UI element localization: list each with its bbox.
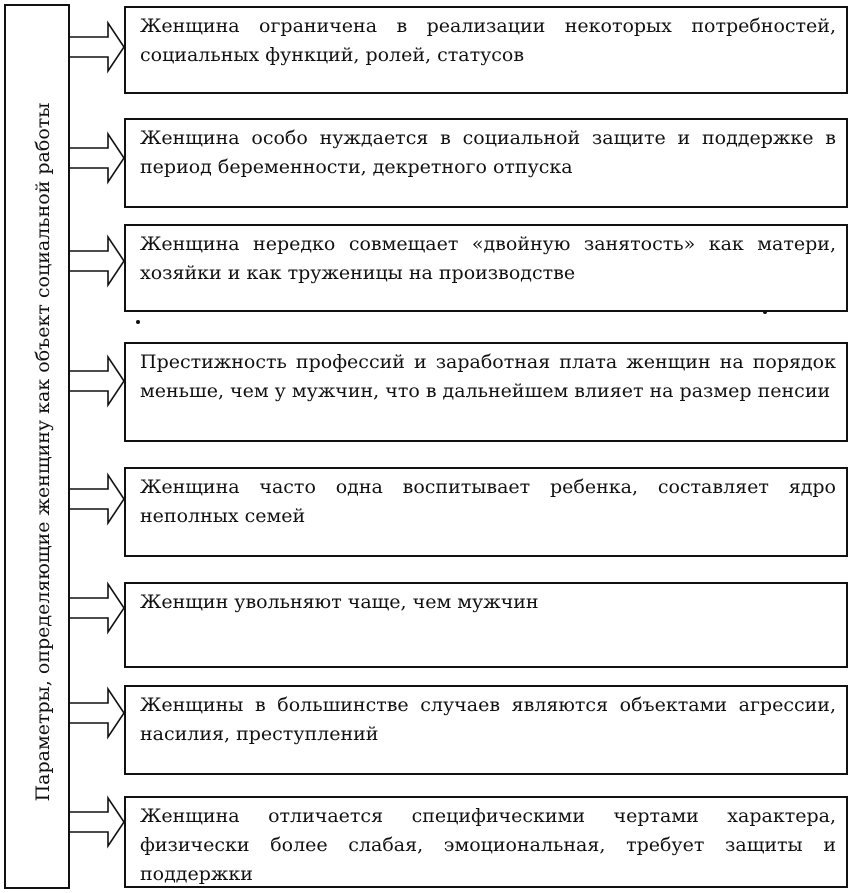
arrow-5 xyxy=(70,475,124,523)
item-box xyxy=(124,224,848,312)
arrow-6 xyxy=(70,584,124,632)
item-box xyxy=(124,6,848,94)
arrow-8 xyxy=(70,798,124,846)
item-box xyxy=(124,685,848,775)
arrow-7 xyxy=(70,689,124,737)
arrow-2 xyxy=(70,134,124,182)
parameters-label: Параметры, определяющие женщину как объект социальной работы xyxy=(32,102,54,802)
scan-speck xyxy=(763,310,767,314)
item-text: Женщина особо нуждается в социальной защите и поддержке в период беременности, декретного отпуска xyxy=(140,127,836,178)
item-text: Женщина нередко совмещает «двойную занятость» как матери, хозяйки и как труженицы на производстве xyxy=(140,233,836,284)
arrow-4 xyxy=(70,357,124,405)
item-box xyxy=(124,118,848,208)
item-box xyxy=(124,582,848,668)
item-text: Женщина отличается специфическими чертами характера, физически более слабая, эмоциональная, требует защиты и поддержки xyxy=(140,805,836,885)
item-box xyxy=(124,467,848,557)
scan-speck xyxy=(136,320,140,324)
item-box xyxy=(124,342,848,442)
arrow-3 xyxy=(70,237,124,285)
item-text: Женщин увольняют чаще, чем мужчин xyxy=(140,591,539,613)
item-text: Престижность профессий и заработная плата женщин на порядок меньше, чем у мужчин, что в дальнейшем влияет на размер пенсии xyxy=(140,351,836,402)
item-text: Женщина часто одна воспитывает ребенка, составляет ядро неполных семей xyxy=(140,476,836,527)
item-text: Женщина ограничена в реализации некоторых потребностей, социальных функций, ролей, статусов xyxy=(140,15,836,66)
arrow-1 xyxy=(70,23,124,71)
item-box xyxy=(124,796,848,888)
item-text: Женщины в большинстве случаев являются объектами агрессии, насилия, преступлений xyxy=(140,694,836,745)
